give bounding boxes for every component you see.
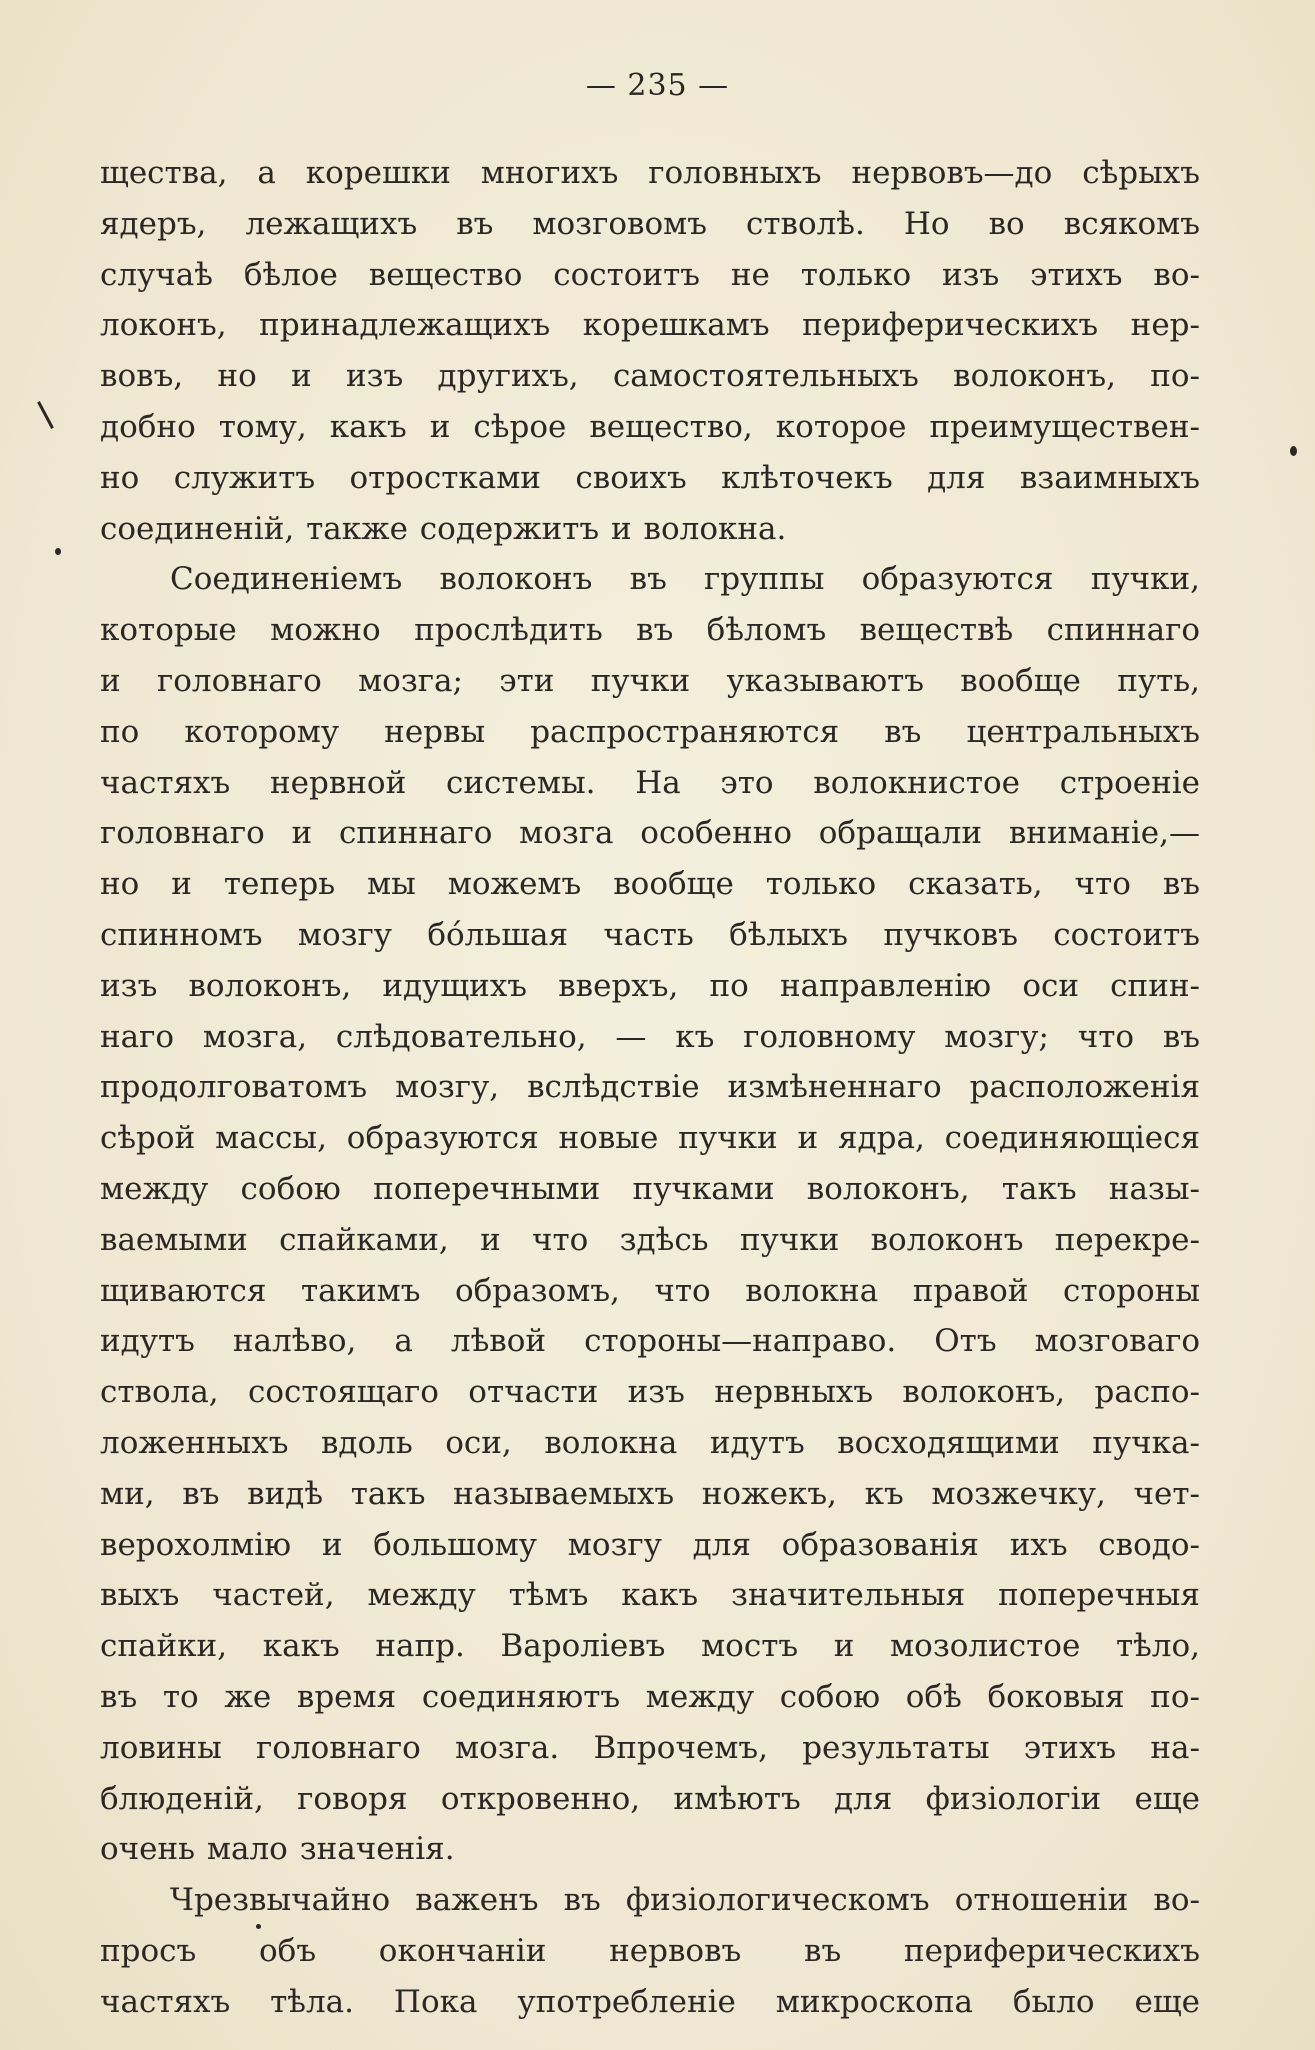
body-text: [100, 148, 1200, 2027]
text-line: локонъ, принадлежащихъ корешкамъ периферическихъ нер-: [100, 307, 1200, 344]
margin-mark: [37, 401, 54, 429]
text-line: наго мозга, слѣдовательно, — къ головному мозгу; что въ: [100, 1018, 1200, 1055]
text-line: въ то же время соединяютъ между собою обѣ боковыя по-: [100, 1678, 1200, 1715]
text-line: вовъ, но и изъ другихъ, самостоятельныхъ волоконъ, по-: [100, 358, 1200, 395]
text-line: выхъ частей, между тѣмъ какъ значительныя поперечныя: [100, 1577, 1200, 1614]
text-line: блюденiй, говоря откровенно, имѣютъ для физiологiи еще: [100, 1780, 1200, 1817]
text-line: и головнаго мозга; эти пучки указываютъ вообще путь,: [100, 662, 1200, 699]
text-line: но служитъ отростками своихъ клѣточекъ для взаимныхъ: [100, 459, 1200, 496]
text-line: которые можно прослѣдить въ бѣломъ веществѣ спиннаго: [100, 612, 1200, 649]
text-line: изъ волоконъ, идущихъ вверхъ, по направленiю оси спин-: [100, 967, 1200, 1004]
margin-mark: [55, 548, 61, 555]
text-line: но и теперь мы можемъ вообще только сказать, что въ: [100, 866, 1200, 903]
text-line: соединенiй, также содержитъ и волокна.: [100, 510, 787, 547]
text-line: добно тому, какъ и сѣрое вещество, которое преимуществен-: [100, 408, 1200, 445]
text-line: идутъ налѣво, а лѣвой стороны—направо. Отъ мозговаго: [100, 1323, 1200, 1360]
text-line: щиваются такимъ образомъ, что волокна правой стороны: [100, 1272, 1200, 1309]
text-line: ложенныхъ вдоль оси, волокна идутъ восходящими пучка-: [100, 1424, 1200, 1461]
text-line: ядеръ, лежащихъ въ мозговомъ стволѣ. Но во всякомъ: [100, 205, 1200, 242]
text-line: случаѣ бѣлое вещество состоитъ не только изъ этихъ во-: [100, 256, 1200, 293]
text-line: ловины головнаго мозга. Впрочемъ, результаты этихъ на-: [100, 1729, 1200, 1766]
text-line: ми, въ видѣ такъ называемыхъ ножекъ, къ мозжечку, чет-: [100, 1475, 1200, 1512]
text-line: Чрезвычайно важенъ въ физiологическомъ отношенiи во-: [170, 1882, 1200, 1919]
text-line: по которому нервы распространяются въ центральныхъ: [100, 713, 1200, 750]
text-line: частяхъ тѣла. Пока употребленiе микроскопа было еще: [100, 1983, 1200, 2020]
text-line: ваемыми спайками, и что здѣсь пучки волоконъ перекре-: [100, 1221, 1200, 1258]
text-line: верохолмiю и большому мозгу для образованiя ихъ сводо-: [100, 1526, 1200, 1563]
text-line: сѣрой массы, образуются новые пучки и ядра, соединяющiеся: [100, 1120, 1200, 1157]
text-line: просъ объ окончанiи нервовъ въ периферическихъ: [100, 1932, 1200, 1969]
text-line: головнаго и спиннаго мозга особенно обращали вниманiе,—: [100, 815, 1200, 852]
text-line: спайки, какъ напр. Варолiевъ мостъ и мозолистое тѣло,: [100, 1628, 1200, 1665]
text-line: продолговатомъ мозгу, вслѣдствiе измѣненнаго расположенiя: [100, 1069, 1200, 1106]
text-line: спинномъ мозгу бóльшая часть бѣлыхъ пучковъ состоитъ: [100, 916, 1200, 953]
margin-mark: [1290, 446, 1297, 456]
text-line: очень мало значенiя.: [100, 1831, 455, 1868]
text-line: частяхъ нервной системы. На это волокнистое строенiе: [100, 764, 1200, 801]
text-line: щества, а корешки многихъ головныхъ нервовъ—до сѣрыхъ: [100, 155, 1200, 191]
text-line: ствола, состоящаго отчасти изъ нервныхъ волоконъ, распо-: [100, 1374, 1200, 1411]
page-number: — 235 —: [585, 68, 730, 103]
text-line: Соединенiемъ волоконъ въ группы образуются пучки,: [170, 561, 1200, 598]
text-line: между собою поперечными пучками волоконъ, такъ назы-: [100, 1170, 1200, 1207]
